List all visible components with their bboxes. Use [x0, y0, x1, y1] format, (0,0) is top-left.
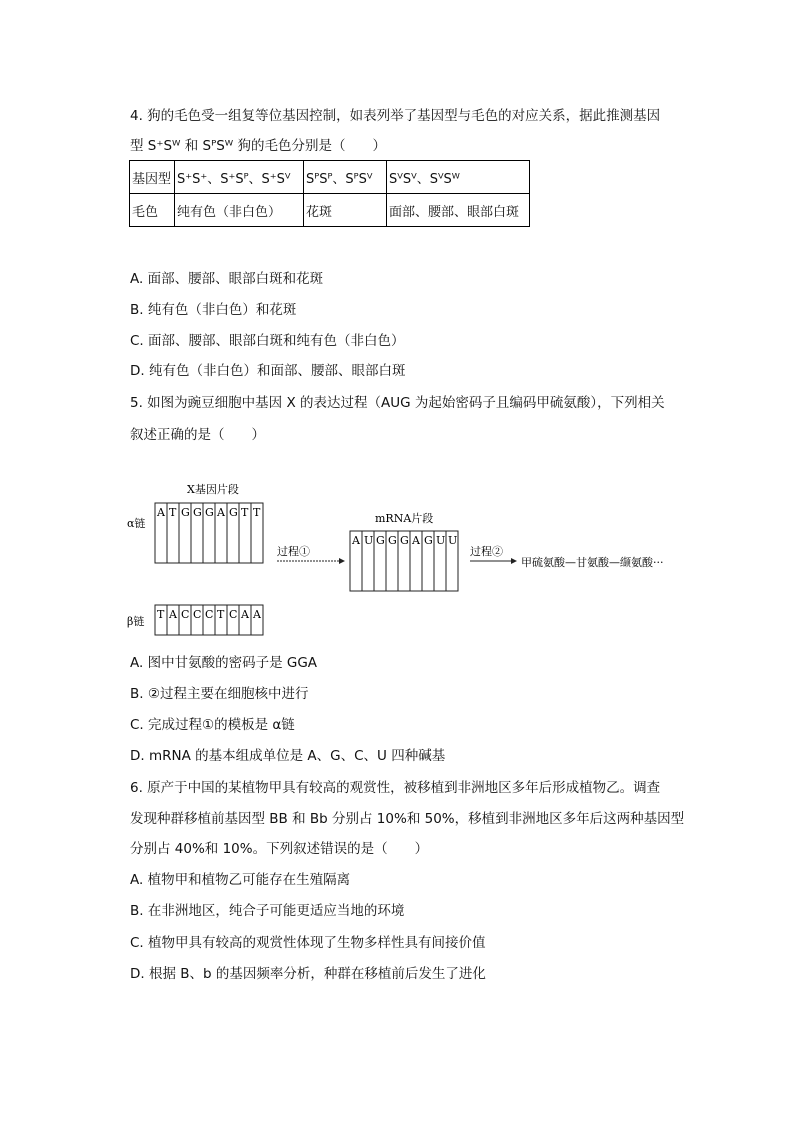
base-letter: G — [400, 534, 409, 547]
q5-option-a: A. 图中甘氨酸的密码子是 GGA — [130, 655, 318, 671]
base-letter: T — [253, 506, 261, 519]
genotype-table — [129, 160, 530, 227]
base-letter: G — [229, 506, 238, 519]
base-letter: T — [217, 608, 225, 621]
table-cell: 花斑 — [304, 194, 387, 227]
q5-option-c: C. 完成过程①的模板是 α链 — [130, 717, 295, 733]
q5-stem-cont: 叙述正确的是（ ） — [130, 427, 265, 443]
q6-stem: 6. 原产于中国的某植物甲具有较高的观赏性，被移植到非洲地区多年后形成植物乙。调查 — [130, 780, 661, 796]
base-letter: C — [205, 608, 214, 621]
arrow-head-2 — [511, 558, 517, 564]
process1-label: 过程① — [277, 545, 310, 558]
q4-option-a: A. 面部、腰部、眼部白斑和花斑 — [130, 271, 324, 287]
table-cell: 毛色 — [130, 194, 175, 227]
process2-label: 过程② — [470, 545, 503, 558]
base-letter: C — [181, 608, 190, 621]
base-letter: G — [376, 534, 385, 547]
mrna-title: mRNA片段 — [375, 512, 434, 525]
base-letter: A — [157, 506, 165, 519]
q6-option-c: C. 植物甲具有较高的观赏性体现了生物多样性具有间接价值 — [130, 935, 486, 951]
table-cell: SⱽSⱽ、SⱽSᵂ — [387, 161, 530, 194]
q4-option-b: B. 纯有色（非白色）和花斑 — [130, 302, 297, 318]
beta-strand — [155, 605, 263, 635]
base-letter: G — [181, 506, 190, 519]
base-letter: A — [412, 534, 420, 547]
base-letter: T — [157, 608, 165, 621]
table-cell: SᴾSᴾ、SᴾSⱽ — [304, 161, 387, 194]
q6-stem-cont: 发现种群移植前基因型 BB 和 Bb 分别占 10%和 50%，移植到非洲地区多年后这两种基因型 — [130, 811, 685, 827]
base-letter: A — [352, 534, 360, 547]
q4-option-c: C. 面部、腰部、眼部白斑和纯有色（非白色） — [130, 333, 405, 349]
arrow-head-1 — [339, 558, 345, 564]
table-cell: 纯有色（非白色） — [175, 194, 304, 227]
q5-option-d: D. mRNA 的基本组成单位是 A、G、C、U 四种碱基 — [130, 748, 446, 764]
q4-option-d: D. 纯有色（非白色）和面部、腰部、眼部白斑 — [130, 363, 406, 379]
q4-stem-cont: 型 S⁺Sᵂ 和 SᴾSᵂ 狗的毛色分别是（ ） — [130, 138, 387, 154]
q6-option-a: A. 植物甲和植物乙可能存在生殖隔离 — [130, 872, 351, 888]
alpha-label: α链 — [127, 517, 146, 530]
base-letter: U — [448, 534, 458, 547]
table-cell: 基因型 — [130, 161, 175, 194]
base-letter: T — [169, 506, 177, 519]
base-letter: G — [388, 534, 397, 547]
base-letter: G — [424, 534, 433, 547]
q6-option-b: B. 在非洲地区，纯合子可能更适应当地的环境 — [130, 903, 405, 919]
table-cell: S⁺S⁺、S⁺Sᴾ、S⁺Sⱽ — [175, 161, 304, 194]
q6-option-d: D. 根据 B、b 的基因频率分析，种群在移植前后发生了进化 — [130, 966, 486, 982]
base-letter: G — [205, 506, 214, 519]
base-letter: T — [241, 506, 249, 519]
base-letter: A — [253, 608, 261, 621]
table-cell: 面部、腰部、眼部白斑 — [387, 194, 530, 227]
gene-title: X基因片段 — [187, 483, 239, 496]
base-letter: C — [229, 608, 238, 621]
q5-stem: 5. 如图为豌豆细胞中基因 X 的表达过程（AUG 为起始密码子且编码甲硫氨酸），下列相关 — [130, 395, 665, 411]
table-row — [130, 194, 530, 227]
alpha-strand — [155, 503, 263, 563]
base-letter: A — [169, 608, 177, 621]
base-letter: A — [241, 608, 249, 621]
q4-stem: 4. 狗的毛色受一组复等位基因控制，如表列举了基因型与毛色的对应关系，据此推测基因 — [130, 108, 661, 124]
peptide-product: 甲硫氨酸—甘氨酸—缬氨酸··· — [521, 556, 664, 569]
base-letter: U — [364, 534, 374, 547]
base-letter: A — [217, 506, 225, 519]
base-letter: U — [436, 534, 446, 547]
base-letter: C — [193, 608, 202, 621]
beta-label: β链 — [127, 615, 145, 628]
q5-option-b: B. ②过程主要在细胞核中进行 — [130, 686, 309, 702]
mrna-strand — [350, 531, 458, 591]
q6-stem-cont: 分别占 40%和 10%。下列叙述错误的是（ ） — [130, 841, 429, 857]
table-row — [130, 161, 530, 194]
base-letter: G — [193, 506, 202, 519]
gene-expression-diagram — [125, 465, 705, 645]
